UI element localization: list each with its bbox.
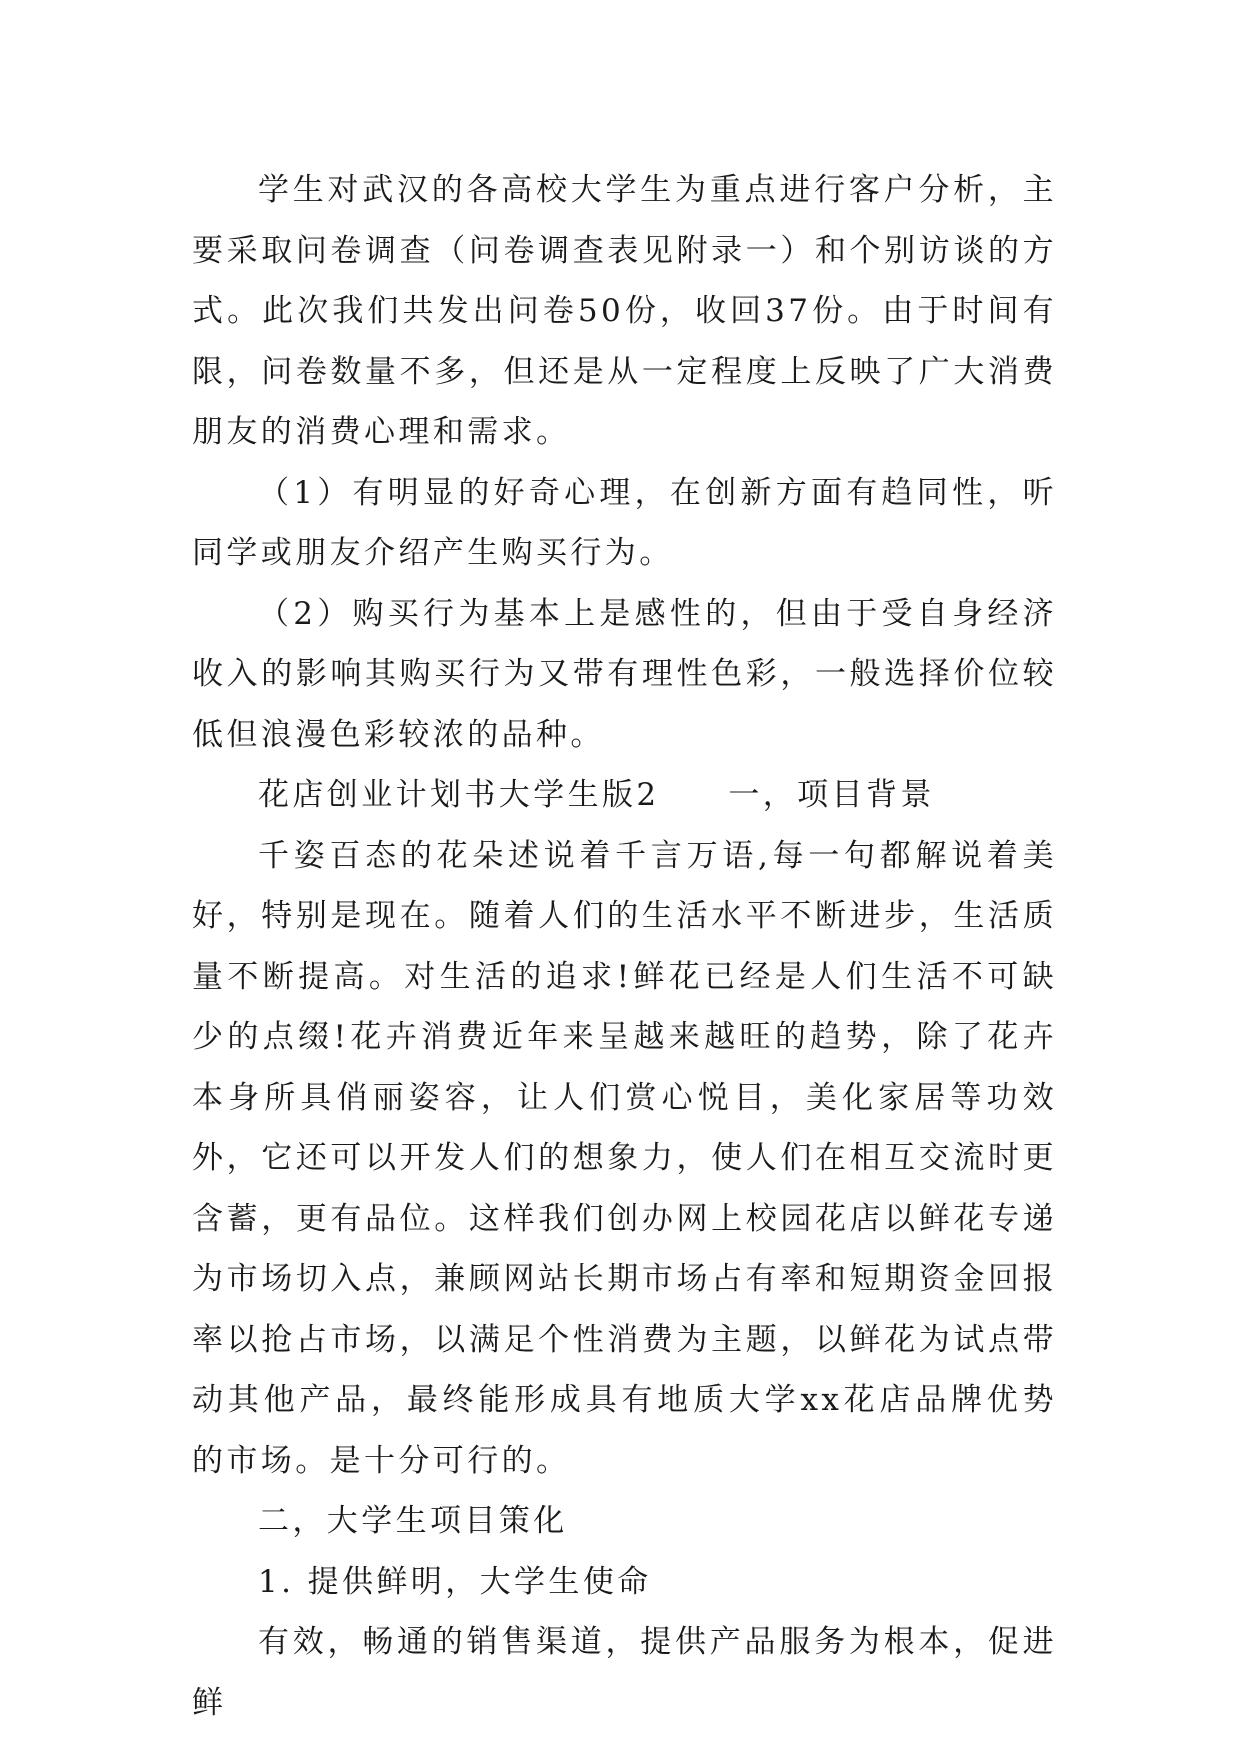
subheading-mission: 1. 提供鲜明，大学生使命 (258, 1563, 652, 1600)
document-body (192, 160, 1057, 1733)
section-heading-project-planning: 二，大学生项目策化 (258, 1503, 568, 1539)
paragraph-background: 千姿百态的花朵述说着千言万语,每一句都解说着美好，特别是现在。随着人们的生活水平不断进步，生活质量不断提高。对生活的追求!鲜花已经是人们生活不可缺少的点缀!花卉消费近年来呈越来越旺的趋势，除了花卉本身所具俏丽姿容，让人们赏心悦目，美化家居等功效外，它还可以开发人们的想象力，使人们在相互交流时更含蓄，更有品位。这样我们创办网上校园花店以鲜花专递为市场切入点，兼顾网站长期市场占有率和短期资金回报率以抢占市场，以满足个性消费为主题，以鲜花为试点带动其他产品，最终能形成具有地质大学xx花店品牌优势的市场。是十分可行的。 (192, 837, 1057, 1479)
paragraph-channels: 有效，畅通的销售渠道，提供产品服务为根本，促进鲜 (192, 1624, 1057, 1721)
paragraph-point-1: （1）有明显的好奇心理，在创新方面有趋同性，听同学或朋友介绍产生购买行为。 (192, 474, 1057, 571)
paragraph-point-2: （2）购买行为基本上是感性的，但由于受自身经济收入的影响其购买行为又带有理性色彩，一般选择价位较低但浪漫色彩较浓的品种。 (192, 595, 1057, 753)
section-heading-project-background: 花店创业计划书大学生版2 一，项目背景 (258, 777, 935, 813)
paragraph-survey-intro: 学生对武汉的各高校大学生为重点进行客户分析，主要采取问卷调查（问卷调查表见附录一）和个别访谈的方式。此次我们共发出问卷50份，收回37份。由于时间有限，问卷数量不多，但还是从一定程度上反映了广大消费朋友的消费心理和需求。 (192, 172, 1057, 450)
